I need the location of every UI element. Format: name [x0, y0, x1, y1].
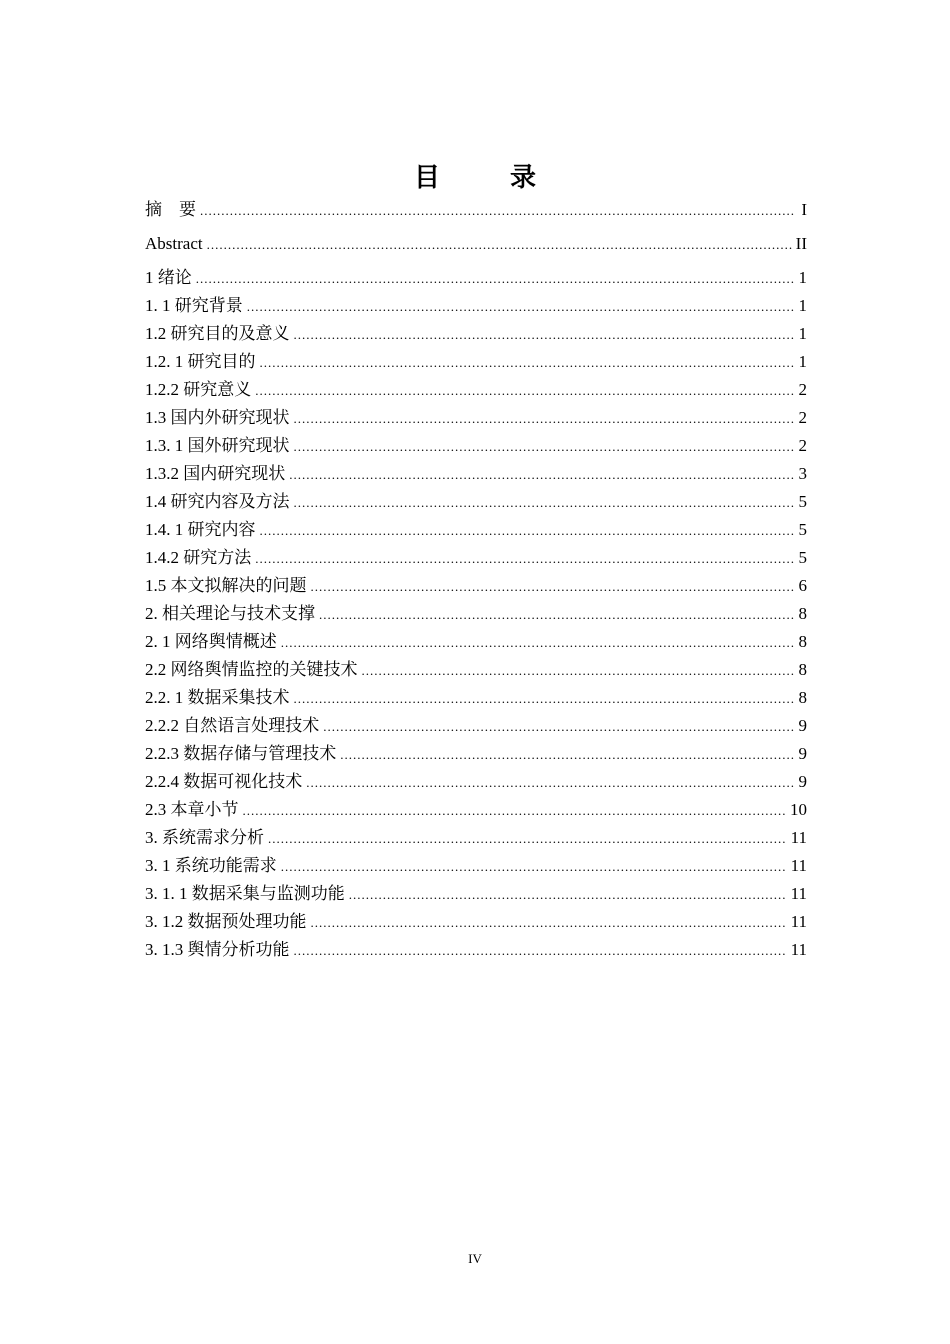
toc-entry-page: 9	[798, 716, 807, 735]
toc-entry[interactable]	[145, 264, 807, 292]
toc-entry-page: 8	[798, 604, 807, 623]
toc-entry-label: 1.2 研究目的及意义	[145, 324, 290, 343]
toc-entry-page: 9	[798, 744, 807, 763]
dot-leader	[289, 461, 794, 489]
dot-leader	[200, 197, 795, 225]
dot-leader	[294, 937, 787, 965]
toc-entry-label: 2.2.3 数据存储与管理技术	[145, 744, 337, 763]
toc-entry-label: 1.4 研究内容及方法	[145, 492, 290, 511]
toc-entry-label: 2.2.2 自然语言处理技术	[145, 716, 320, 735]
toc-entry-page: 6	[798, 576, 807, 595]
toc-entry-label: 2.3 本章小节	[145, 800, 239, 819]
toc-entry-page: I	[801, 200, 807, 219]
dot-leader	[294, 489, 795, 517]
toc-entry-page: 10	[790, 800, 807, 819]
toc-entry[interactable]	[145, 544, 807, 572]
toc-entry-page: II	[795, 234, 807, 253]
toc-entry[interactable]	[145, 684, 807, 712]
page-title: 目 录	[413, 163, 558, 193]
dot-leader	[281, 629, 795, 657]
toc-entry-label: 1.3.2 国内研究现状	[145, 464, 286, 483]
toc-entry[interactable]	[145, 432, 807, 460]
dot-leader	[268, 825, 787, 853]
toc-entry-label: 3. 1 系统功能需求	[145, 856, 277, 875]
toc-entry-page: 11	[790, 912, 807, 931]
toc-entry[interactable]	[145, 572, 807, 600]
dot-leader	[207, 231, 792, 259]
toc-entry[interactable]	[145, 936, 807, 964]
toc-entry-page: 8	[798, 632, 807, 651]
toc-entry-page: 2	[798, 408, 807, 427]
toc-entry-page: 3	[798, 464, 807, 483]
dot-leader	[340, 741, 794, 769]
dot-leader	[255, 377, 794, 405]
toc-entry[interactable]	[145, 880, 807, 908]
toc-entry-label: 3. 1.2 数据预处理功能	[145, 912, 307, 931]
toc-entry-page: 1	[798, 324, 807, 343]
toc-entry-label: 1.4.2 研究方法	[145, 548, 252, 567]
dot-leader	[362, 657, 795, 685]
dot-leader	[311, 573, 795, 601]
toc-entry-label: 2. 1 网络舆情概述	[145, 632, 277, 651]
toc-entry[interactable]	[145, 656, 807, 684]
dot-leader	[243, 797, 787, 825]
toc-entry-page: 11	[790, 828, 807, 847]
toc-entry-label: 2.2 网络舆情监控的关键技术	[145, 660, 358, 679]
dot-leader	[196, 265, 795, 293]
toc-entry-label: 摘 要	[145, 200, 196, 219]
toc-entry[interactable]	[145, 628, 807, 656]
dot-leader	[294, 321, 795, 349]
toc-entry-page: 1	[798, 268, 807, 287]
dot-leader	[311, 909, 787, 937]
toc-entry-abstract-cn[interactable]	[145, 196, 807, 230]
toc-entry-label: 1.5 本文拟解决的问题	[145, 576, 307, 595]
dot-leader	[260, 517, 795, 545]
toc-entry-label: 1.3. 1 国外研究现状	[145, 436, 290, 455]
toc-entry-page: 11	[790, 856, 807, 875]
toc-entry-label: 1. 1 研究背景	[145, 296, 243, 315]
toc-entry[interactable]	[145, 404, 807, 432]
dot-leader	[247, 293, 795, 321]
dot-leader	[319, 601, 795, 629]
toc-entry-label: 2.2.4 数据可视化技术	[145, 772, 303, 791]
toc-entry-page: 1	[798, 352, 807, 371]
toc-entry[interactable]	[145, 292, 807, 320]
toc-entry-label: 2. 相关理论与技术支撑	[145, 604, 315, 623]
dot-leader	[281, 853, 787, 881]
toc-entry-label: Abstract	[145, 234, 203, 253]
toc-entry[interactable]	[145, 852, 807, 880]
toc-entry-page: 9	[798, 772, 807, 791]
toc-entry-page: 2	[798, 380, 807, 399]
toc-entry-page: 11	[790, 884, 807, 903]
toc-entry-page: 8	[798, 660, 807, 679]
toc-entry[interactable]	[145, 712, 807, 740]
toc-entry-label: 3. 1.3 舆情分析功能	[145, 940, 290, 959]
toc-entry[interactable]	[145, 824, 807, 852]
toc-entry-page: 11	[790, 940, 807, 959]
dot-leader	[255, 545, 794, 573]
toc-entry-label: 2.2. 1 数据采集技术	[145, 688, 290, 707]
toc-entry-page: 5	[798, 492, 807, 511]
toc-entry[interactable]	[145, 516, 807, 544]
dot-leader	[260, 349, 795, 377]
toc-entry[interactable]	[145, 768, 807, 796]
toc-entry[interactable]	[145, 796, 807, 824]
dot-leader	[306, 769, 794, 797]
page-number-footer: IV	[468, 1251, 482, 1266]
table-of-contents	[145, 196, 807, 964]
dot-leader	[294, 433, 795, 461]
toc-entry-page: 5	[798, 548, 807, 567]
toc-entry-label: 3. 系统需求分析	[145, 828, 264, 847]
dot-leader	[349, 881, 787, 909]
toc-entry-label: 1 绪论	[145, 268, 192, 287]
toc-entry[interactable]	[145, 376, 807, 404]
toc-entry-page: 1	[798, 296, 807, 315]
toc-entry-label: 1.3 国内外研究现状	[145, 408, 290, 427]
toc-entry-label: 3. 1. 1 数据采集与监测功能	[145, 884, 345, 903]
dot-leader	[294, 405, 795, 433]
toc-entry[interactable]	[145, 348, 807, 376]
toc-entry-page: 2	[798, 436, 807, 455]
toc-entry[interactable]	[145, 320, 807, 348]
dot-leader	[294, 685, 795, 713]
toc-entry-label: 1.4. 1 研究内容	[145, 520, 256, 539]
toc-entry-page: 5	[798, 520, 807, 539]
toc-entry[interactable]	[145, 740, 807, 768]
toc-entry-label: 1.2. 1 研究目的	[145, 352, 256, 371]
toc-entry[interactable]	[145, 908, 807, 936]
dot-leader	[323, 713, 794, 741]
toc-entry-page: 8	[798, 688, 807, 707]
toc-entry[interactable]	[145, 488, 807, 516]
toc-entry-abstract-en[interactable]	[145, 230, 807, 264]
toc-entry[interactable]	[145, 460, 807, 488]
toc-entry-label: 1.2.2 研究意义	[145, 380, 252, 399]
toc-entry[interactable]	[145, 600, 807, 628]
